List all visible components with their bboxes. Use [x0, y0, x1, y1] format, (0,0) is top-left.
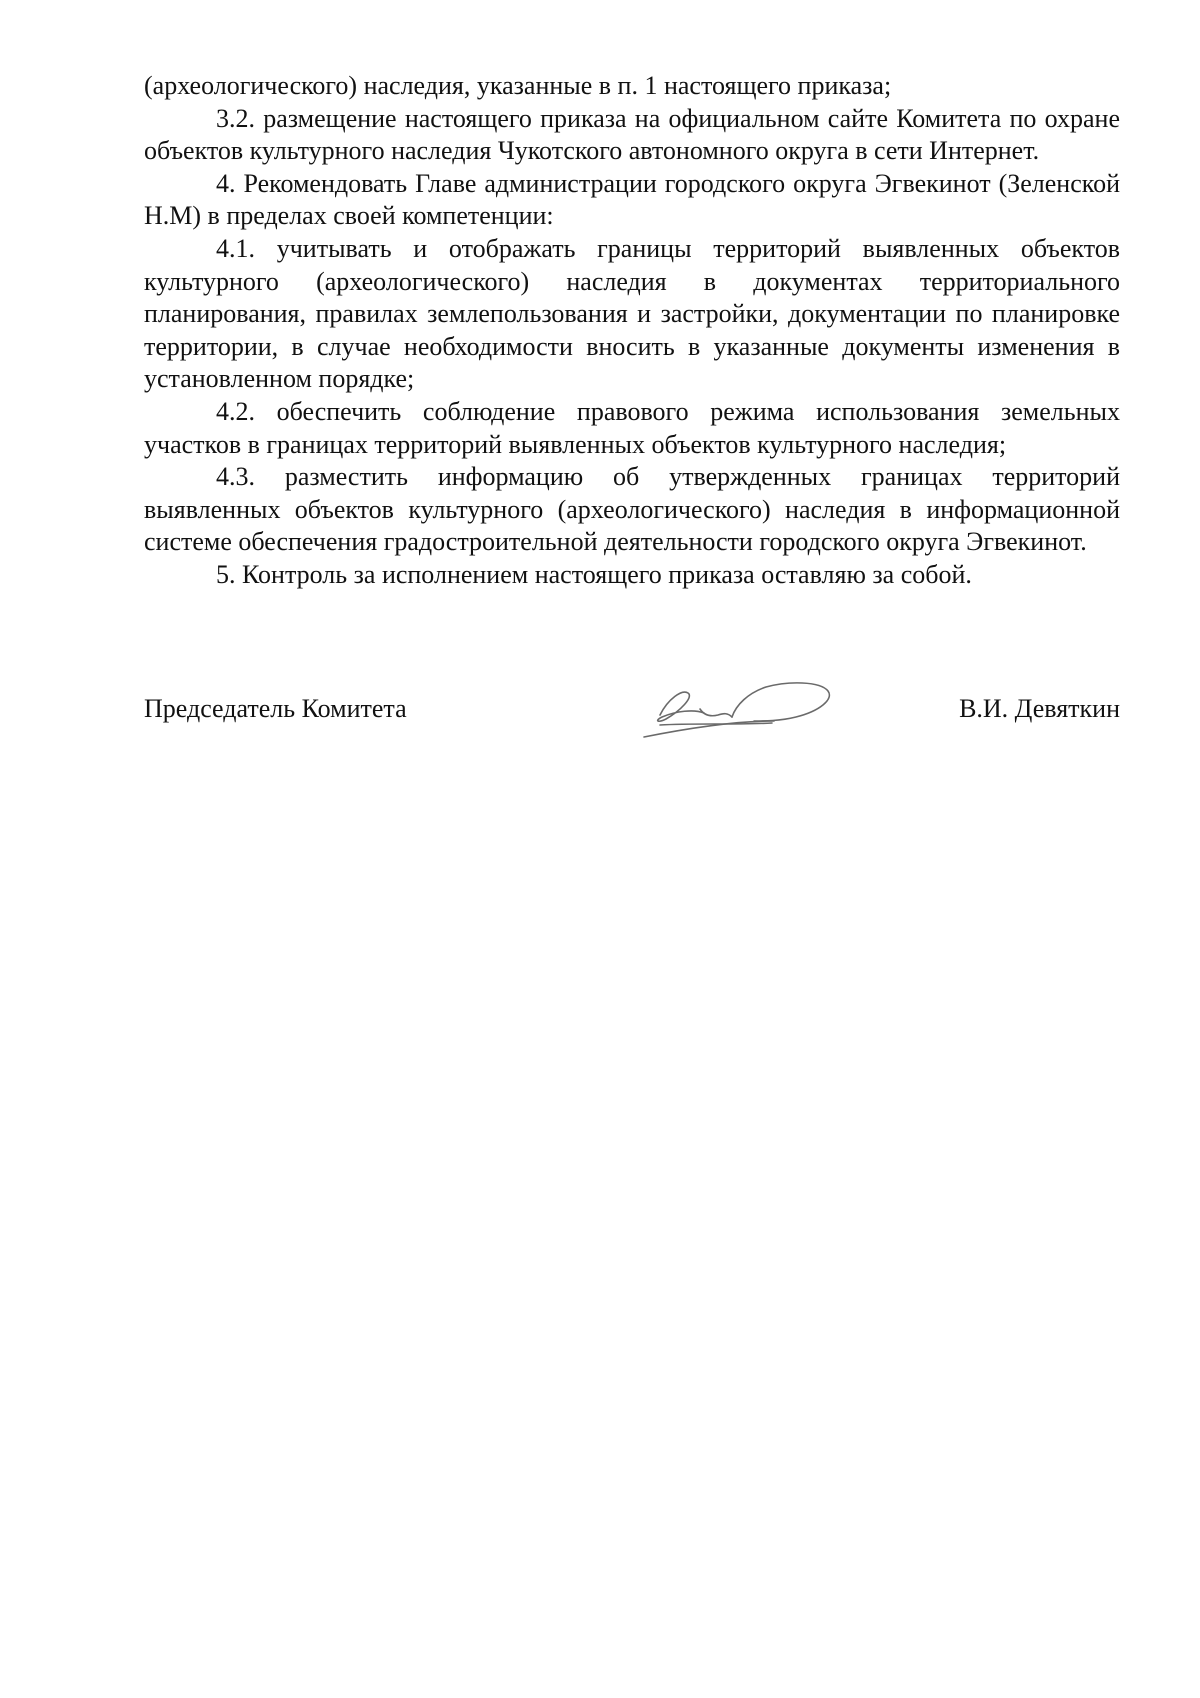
paragraph-4-1: 4.1. учитывать и отображать границы территорий выявленных объектов культурного (археологического) наследия в документах территориального планирования, правилах землепользования и застройки, документации по планировке территории, в случае необходимости вносить в указанные документы изменения в установленном порядке;: [144, 233, 1120, 394]
handwritten-signature: [624, 663, 864, 753]
paragraph-4-2: 4.2. обеспечить соблюдение правового режима использования земельных участков в границах территорий выявленных объектов культурного наследия;: [144, 396, 1120, 459]
paragraph-5: 5. Контроль за исполнением настоящего приказа оставляю за собой.: [216, 559, 972, 589]
paragraph-4-3: 4.3. разместить информацию об утвержденных границах территорий выявленных объектов культурного (археологического) наследия в информационной системе обеспечения градостроительной деятельности городского округа Эгвекинот.: [144, 462, 1120, 557]
paragraph-3-1-continuation: (археологического) наследия, указанные в п. 1 настоящего приказа;: [144, 71, 892, 100]
paragraph-3-2: 3.2. размещение настоящего приказа на официальном сайте Комитета по охране объектов культурного наследия Чукотского автономного округа в сети Интернет.: [144, 103, 1120, 166]
document-body: [144, 70, 1120, 592]
signatory-title: Председатель Комитета: [144, 694, 407, 723]
paragraph-4: 4. Рекомендовать Главе администрации городского округа Эгвекинот (Зеленской Н.М) в пределах своей компетенции:: [144, 168, 1120, 231]
signature-block: [144, 681, 1120, 741]
signatory-name: В.И. Девяткин: [959, 694, 1120, 723]
